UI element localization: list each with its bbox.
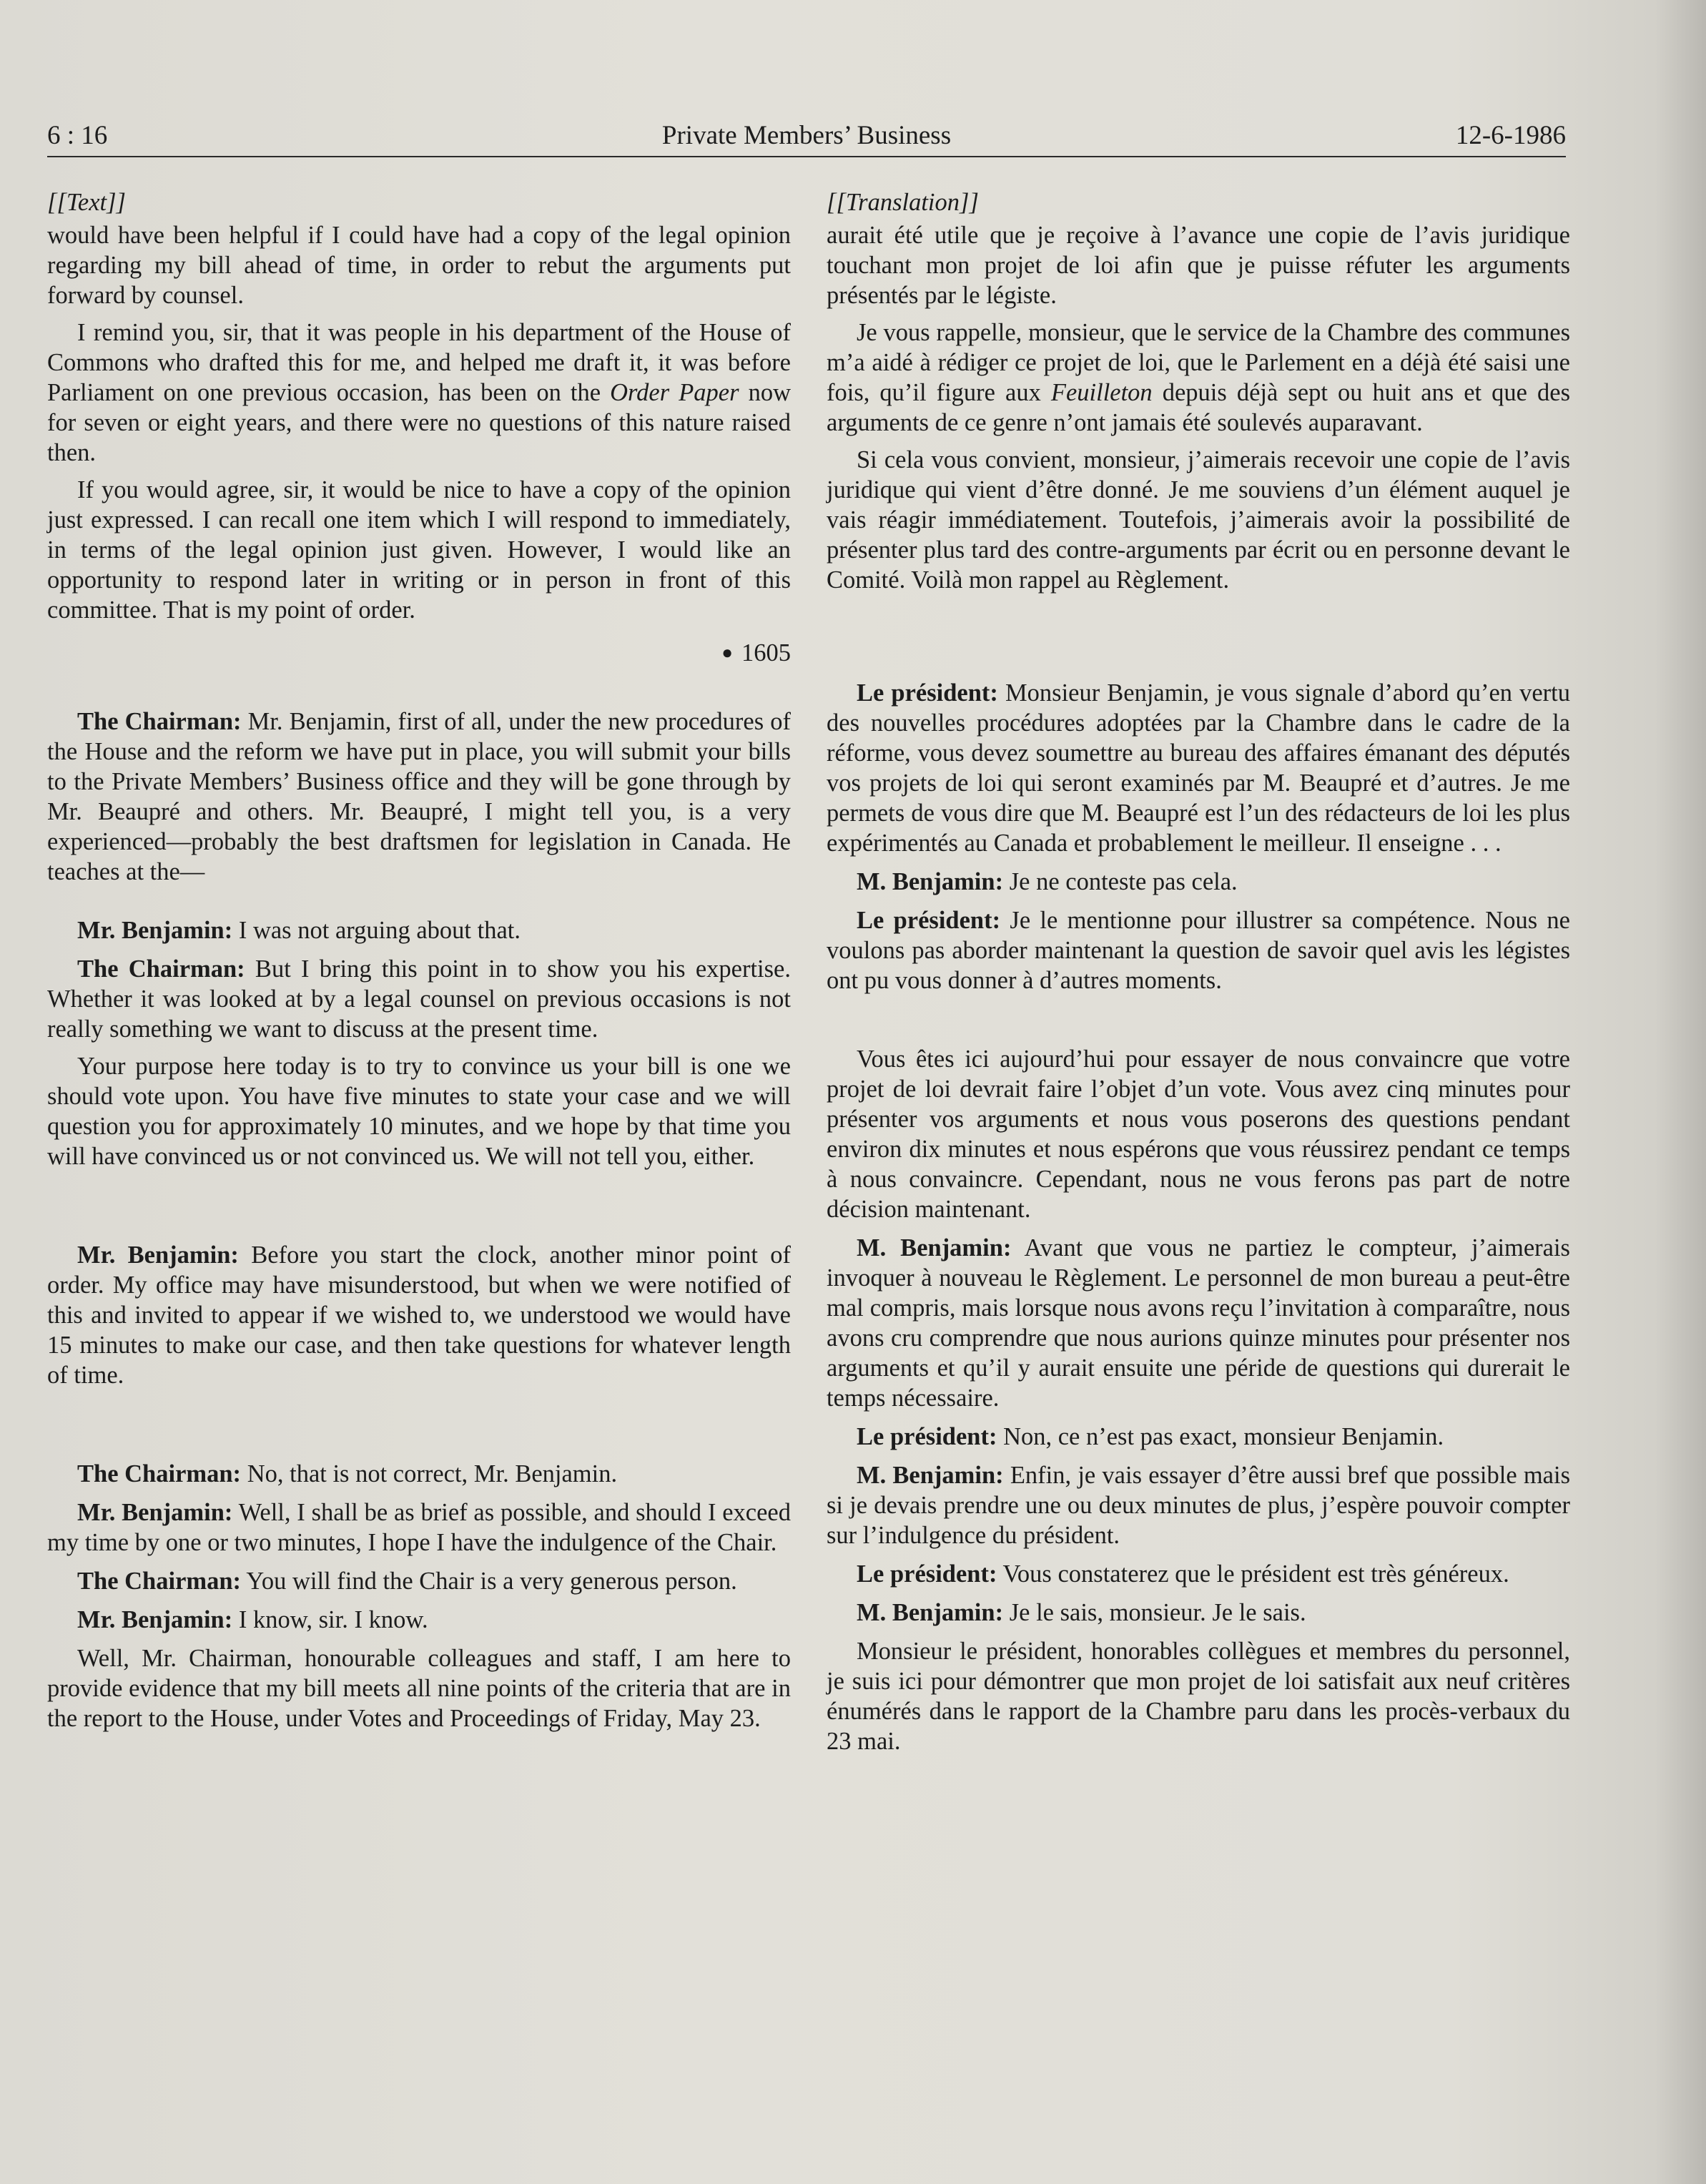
speech-text: I was not arguing about that. <box>232 917 521 944</box>
section-title: Private Members’ Business <box>661 121 952 150</box>
speaker-name: M. Benjamin: <box>857 1599 1004 1626</box>
time-mark-text: 1605 <box>741 639 791 666</box>
time-mark <box>47 638 791 668</box>
speech-entry <box>47 954 791 1044</box>
speech-text: Vous constaterez que le président est très généreux. <box>997 1560 1509 1588</box>
speech-entry <box>827 867 1570 897</box>
language-tag: [[Text]] <box>47 189 126 216</box>
paragraph <box>827 318 1570 438</box>
speech-entry <box>827 1559 1570 1589</box>
language-tag-text: [Text] <box>56 189 117 216</box>
paragraph: aurait été utile que je reçoive à l’avance une copie de l’avis juridique touchant mon projet de loi afin que je puisse réfuter les arguments présentés par le légiste. <box>827 222 1570 309</box>
speech-text: Well, I shall be as brief as possible, and should I exceed my time by one or two minutes, I hope I have the indulgence of the Chair. <box>47 1499 791 1556</box>
paragraph: Si cela vous convient, monsieur, j’aimerais recevoir une copie de l’avis juridique qui vient d’être donné. Je me souviens d’un élément auquel je vais réagir immédiatement. Toutefois, j’aimerais avoir la possibilité de présenter plus tard des contre-arguments par écrit ou en personne devant le Comité. Voilà mon rappel au Règlement. <box>827 446 1570 594</box>
speech-entry <box>47 1497 791 1558</box>
speech-text: Mr. Benjamin, first of all, under the new procedures of the House and the reform we have put in place, you will submit your bills to the Private Members’ Business office and they will be gone through by Mr. Beaupré and others. Mr. Beaupré, I might tell you, is a very experienced—probably the best draftsmen for legislation in Canada. He teaches at the— <box>47 708 791 885</box>
speech-entry <box>47 1240 791 1390</box>
paragraph: Your purpose here today is to try to convince us your bill is one we should vote upon. You have five minutes to state your case and we will question you for approximately 10 minutes, and we hope by that time you will have convinced us or not convinced us. We will not tell you, either. <box>47 1053 791 1170</box>
paragraph-text: depuis déjà sept ou huit ans et que des arguments de ce genre n’ont jamais été soulevés auparavant. <box>827 379 1571 436</box>
speech-entry <box>827 678 1570 858</box>
speech-entry <box>47 1605 791 1635</box>
speech-entry <box>47 707 791 887</box>
bullet-dot-icon: ● <box>721 642 733 663</box>
speech-text: I know, sir. I know. <box>232 1606 428 1633</box>
speech-entry <box>47 1459 791 1489</box>
publication-title: Feuilleton <box>1050 379 1153 406</box>
speech-entry <box>827 1598 1570 1628</box>
speaker-name: The Chairman: <box>77 1568 242 1595</box>
speaker-name: Mr. Benjamin: <box>77 1606 233 1633</box>
speaker-name: M. Benjamin: <box>857 1462 1004 1489</box>
paragraph <box>47 318 791 468</box>
speech-text: Je le sais, monsieur. Je le sais. <box>1003 1599 1306 1626</box>
speech-entry <box>827 1422 1570 1452</box>
paragraph-text: I remind you, sir, that it was people in his department of the House of Commons who drafted this for me, and helped me draft it, it was before Parliament on one previous occasion, has been on the <box>47 319 791 406</box>
paragraph: If you would agree, sir, it would be nice to have a copy of the opinion just expressed. I can recall one item which I will respond to immediately, in terms of the legal opinion just given. However, I would like an opportunity to respond later in writing or in person in front of this committee. That is my point of order. <box>47 476 791 624</box>
running-head <box>47 116 1566 157</box>
speaker-name: Le président: <box>857 907 1001 934</box>
paragraph: would have been helpful if I could have had a copy of the legal opinion regarding my bill ahead of time, in order to rebut the arguments put forward by counsel. <box>47 222 791 309</box>
speech-text: But I bring this point in to show you his expertise. Whether it was looked at by a legal counsel on previous occasions is not really something we want to discuss at the present time. <box>47 955 791 1043</box>
page-number: 6 : 16 <box>47 121 108 150</box>
french-column <box>827 187 1570 1756</box>
speaker-name: M. Benjamin: <box>857 868 1004 895</box>
speech-text: Monsieur Benjamin, je vous signale d’abord qu’en vertu des nouvelles procédures adoptées par la Chambre dans le cadre de la réforme, vous devez soumettre au bureau des affaires émanant des députés vos projets de loi qui seront examinés par M. Beaupré et d’autres. Je me permets de vous dire que M. Beaupré est l’un des rédacteurs de loi les plus expérimentés au Canada et probablement le meilleur. Il enseigne . . . <box>827 679 1570 857</box>
speech-entry <box>827 905 1570 995</box>
speech-entry <box>47 915 791 945</box>
speech-text: Avant que vous ne partiez le compteur, j’aimerais invoquer à nouveau le Règlement. Le personnel de mon bureau a peut-être mal compris, mais lorsque nous avons reçu l’invitation à comparaître, nous avons cru comprendre que nous aurions quinze minutes pour présenter nos arguments et qu’il y aurait ensuite une péride de questions qui durerait le temps nécessaire. <box>827 1234 1570 1412</box>
sitting-date: 12-6-1986 <box>1455 121 1566 150</box>
speech-entry <box>827 1460 1570 1550</box>
speaker-name: Mr. Benjamin: <box>77 917 233 944</box>
speech-text: No, that is not correct, Mr. Benjamin. <box>241 1460 618 1487</box>
paragraph-text: Je vous rappelle, monsieur, que le service de la Chambre des communes m’a aidé à rédiger ce projet de loi, que le Parlement en a déjà été saisi une fois, qu’il figure aux <box>827 319 1570 406</box>
speech-text: Je le mentionne pour illustrer sa compétence. Nous ne voulons pas aborder maintenant la question de savoir quel avis les légistes ont pu vous donner à d’autres moments. <box>827 907 1570 994</box>
speaker-name: Le président: <box>857 1423 997 1450</box>
language-tag-text: [Translation] <box>836 189 970 216</box>
speech-text: Enfin, je vais essayer d’être aussi bref que possible mais si je devais prendre une ou deux minutes de plus, j’espère pouvoir compter sur l’indulgence du président. <box>827 1462 1570 1549</box>
paragraph: Vous êtes ici aujourd’hui pour essayer de nous convaincre que votre projet de loi devrait faire l’objet d’un vote. Vous avez cinq minutes pour présenter vos arguments et nous vous poserons des questions pendant environ dix minutes et nous espérons que vous réussirez pendant ce temps à nous convaincre. Cependant, nous ne vous ferons pas part de notre décision maintenant. <box>827 1046 1570 1223</box>
english-column <box>47 187 791 1733</box>
speaker-name: Le président: <box>857 679 998 707</box>
speaker-name: The Chairman: <box>77 955 245 983</box>
speech-entry <box>827 1233 1570 1413</box>
speech-text: Je ne conteste pas cela. <box>1003 868 1238 895</box>
speaker-name: The Chairman: <box>77 708 242 735</box>
speaker-name: The Chairman: <box>77 1460 242 1487</box>
speaker-name: Le président: <box>857 1560 997 1588</box>
speech-text: Non, ce n’est pas exact, monsieur Benjamin. <box>997 1423 1444 1450</box>
speech-entry <box>47 1566 791 1596</box>
publication-title: Order Paper <box>610 379 739 406</box>
paragraph: Monsieur le président, honorables collègues et membres du personnel, je suis ici pour démontrer que mon projet de loi satisfait aux neuf critères énumérés dans le rapport de la Chambre paru dans les procès-verbaux du 23 mai. <box>827 1638 1570 1755</box>
speaker-name: Mr. Benjamin: <box>77 1241 239 1269</box>
speech-text: You will find the Chair is a very generous person. <box>241 1568 737 1595</box>
speech-text: Before you start the clock, another minor point of order. My office may have misunderstood, but when we were notified of this and invited to appear if we wished to, we understood we would have 15 minutes to make our case, and then take questions for whatever length of time. <box>47 1241 792 1389</box>
paragraph: Well, Mr. Chairman, honourable colleagues and staff, I am here to provide evidence that my bill meets all nine points of the criteria that are in the report to the House, under Votes and Proceedings of Friday, May 23. <box>47 1645 791 1732</box>
speaker-name: Mr. Benjamin: <box>77 1499 233 1526</box>
paragraph-text: now for seven or eight years, and there were no questions of this nature raised then. <box>47 379 791 466</box>
speaker-name: M. Benjamin: <box>857 1234 1012 1261</box>
language-tag: [[Translation]] <box>827 189 979 216</box>
